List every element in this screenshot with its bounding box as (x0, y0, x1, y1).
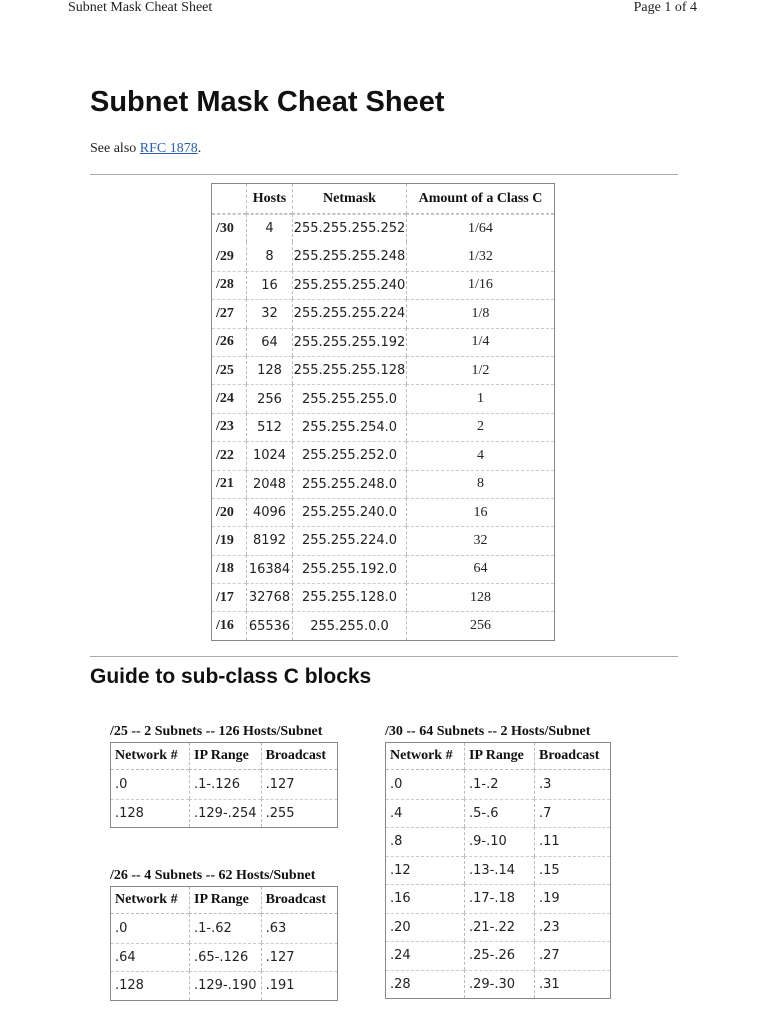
block-table (385, 742, 611, 999)
table-header-row (212, 184, 554, 214)
table-row (386, 770, 610, 799)
prefix-cell: /24 (212, 384, 246, 412)
broadcast-cell: .127 (261, 943, 337, 972)
table-row (386, 827, 610, 856)
block-table (110, 742, 338, 828)
netmask-cell: 255.255.255.248 (292, 242, 406, 270)
divider-middle (90, 656, 678, 657)
hosts-cell: 4096 (246, 498, 292, 526)
network-cell: .20 (386, 913, 464, 942)
broadcast-cell: .7 (534, 799, 610, 828)
network-cell: .0 (390, 776, 403, 792)
ip-range-cell: .9-.10 (464, 827, 534, 856)
table-row (212, 299, 554, 327)
prefix-cell: /23 (212, 413, 246, 441)
column-header-broadcast: Broadcast (261, 887, 337, 914)
amount-cell: 4 (406, 441, 554, 469)
block-slash-26 (110, 868, 338, 1001)
table-row (212, 271, 554, 299)
hosts-cell: 32768 (246, 583, 292, 611)
ip-range-cell: .65-.126 (189, 943, 261, 972)
amount-cell: 16 (406, 498, 554, 526)
header-page-indicator: Page 1 of 4 (633, 0, 697, 15)
hosts-cell: 512 (246, 413, 292, 441)
hosts-cell: 1024 (246, 441, 292, 469)
table-row (386, 884, 610, 913)
ip-range-cell: .13-.14 (464, 856, 534, 885)
column-header-amount: Amount of a Class C (406, 184, 554, 214)
header-doc-title: Subnet Mask Cheat Sheet (68, 0, 213, 15)
table-row (386, 799, 610, 828)
hosts-cell: 8 (246, 242, 292, 270)
ip-range-cell: .129-.190 (189, 971, 261, 1000)
amount-cell: 128 (406, 583, 554, 611)
broadcast-cell: .31 (534, 970, 610, 999)
netmask-cell: 255.255.255.128 (292, 356, 406, 384)
amount-cell: 64 (406, 555, 554, 583)
table-row (111, 914, 337, 943)
prefix-cell: /20 (212, 498, 246, 526)
ip-range-cell: .1-.2 (464, 770, 534, 799)
amount-cell: 1 (406, 384, 554, 412)
block-header-row (111, 887, 337, 914)
hosts-cell: 16 (246, 271, 292, 299)
network-cell: .8 (386, 827, 464, 856)
table-row (212, 526, 554, 554)
network-cell: .4 (386, 799, 464, 828)
block-caption: /30 -- 64 Subnets -- 2 Hosts/Subnet (385, 724, 591, 739)
column-header-network: Network # (111, 743, 189, 770)
netmask-cell: 255.255.255.240 (292, 271, 406, 299)
column-header-network: Network # (386, 743, 464, 770)
block-slash-25 (110, 724, 338, 828)
table-row (212, 611, 554, 639)
prefix-cell: /28 (212, 271, 246, 299)
block-slash-30 (385, 724, 611, 999)
print-header (0, 0, 768, 20)
netmask-cell: 255.255.240.0 (292, 498, 406, 526)
broadcast-cell: .15 (534, 856, 610, 885)
hosts-cell: 128 (246, 356, 292, 384)
block-table (110, 886, 338, 1001)
table-row (212, 583, 554, 611)
netmask-cell: 255.255.254.0 (292, 413, 406, 441)
ip-range-cell: .129-.254 (189, 799, 261, 828)
broadcast-cell: .191 (261, 971, 337, 1000)
table-row (212, 555, 554, 583)
table-row (212, 242, 554, 270)
hosts-cell: 8192 (246, 526, 292, 554)
netmask-cell: 255.255.0.0 (292, 611, 406, 639)
ip-range-cell: .25-.26 (464, 941, 534, 970)
ip-range-cell: .5-.6 (464, 799, 534, 828)
prefix-cell: /27 (212, 299, 246, 327)
prefix-cell: /30 (212, 214, 246, 242)
amount-cell: 1/4 (406, 328, 554, 356)
page-title: Subnet Mask Cheat Sheet (90, 86, 445, 118)
netmask-cell: 255.255.248.0 (292, 470, 406, 498)
network-cell: .128 (111, 971, 189, 1000)
rfc-1878-link[interactable]: RFC 1878 (139, 141, 198, 156)
table-row (212, 214, 554, 242)
block-caption: /25 -- 2 Subnets -- 126 Hosts/Subnet (110, 724, 323, 739)
netmask-cell: 255.255.128.0 (292, 583, 406, 611)
see-also-suffix: . (197, 141, 202, 156)
table-row (386, 970, 610, 999)
table-row (212, 384, 554, 412)
amount-cell: 1/8 (406, 299, 554, 327)
column-header-network: Network # (111, 887, 189, 914)
table-row (111, 943, 337, 972)
network-cell: .24 (386, 941, 464, 970)
broadcast-cell: .11 (534, 827, 610, 856)
hosts-cell: 2048 (246, 470, 292, 498)
netmask-cell: 255.255.255.252 (292, 214, 406, 242)
prefix-cell: /21 (212, 470, 246, 498)
netmask-cell: 255.255.192.0 (292, 555, 406, 583)
broadcast-cell: .127 (261, 770, 337, 799)
netmask-cell: 255.255.252.0 (292, 441, 406, 469)
hosts-cell: 65536 (246, 611, 292, 639)
column-header-hosts: Hosts (246, 184, 292, 214)
table-row (386, 856, 610, 885)
amount-cell: 256 (406, 611, 554, 639)
network-cell: .0 (115, 920, 128, 936)
amount-cell: 1/16 (406, 271, 554, 299)
column-header-prefix (212, 184, 246, 214)
prefix-cell: /19 (212, 526, 246, 554)
block-caption: /26 -- 4 Subnets -- 62 Hosts/Subnet (110, 868, 316, 883)
table-row (111, 971, 337, 1000)
block-header-row (111, 743, 337, 770)
broadcast-cell: .3 (534, 770, 610, 799)
network-cell: .64 (111, 943, 189, 972)
subnet-mask-table (211, 183, 555, 641)
divider-top (90, 174, 678, 175)
table-row (212, 498, 554, 526)
see-also-prefix: See also (90, 141, 140, 156)
prefix-cell: /29 (216, 248, 234, 264)
netmask-cell: 255.255.255.0 (292, 384, 406, 412)
column-header-broadcast: Broadcast (261, 743, 337, 770)
hosts-cell: 4 (246, 214, 292, 242)
prefix-cell: /26 (212, 328, 246, 356)
subnet-mask-table-body (212, 214, 554, 640)
column-header-broadcast: Broadcast (534, 743, 610, 770)
amount-cell: 2 (406, 413, 554, 441)
amount-cell: 1/2 (406, 356, 554, 384)
table-row (111, 799, 337, 828)
network-cell: .28 (386, 970, 464, 999)
broadcast-cell: .255 (261, 799, 337, 828)
prefix-cell: /25 (212, 356, 246, 384)
amount-cell: 1/32 (406, 242, 554, 270)
ip-range-cell: .1-.62 (189, 914, 261, 943)
ip-range-cell: .1-.126 (189, 770, 261, 799)
column-header-ip-range: IP Range (189, 887, 261, 914)
hosts-cell: 64 (246, 328, 292, 356)
ip-range-cell: .21-.22 (464, 913, 534, 942)
table-row (386, 941, 610, 970)
column-header-netmask: Netmask (292, 184, 406, 214)
network-cell: .16 (386, 884, 464, 913)
broadcast-cell: .63 (261, 914, 337, 943)
table-row (212, 470, 554, 498)
prefix-cell: /18 (212, 555, 246, 583)
prefix-cell: /16 (212, 611, 246, 639)
amount-cell: 32 (406, 526, 554, 554)
network-cell: .0 (115, 776, 128, 792)
column-header-ip-range: IP Range (464, 743, 534, 770)
broadcast-cell: .27 (534, 941, 610, 970)
prefix-cell: /17 (212, 583, 246, 611)
netmask-cell: 255.255.224.0 (292, 526, 406, 554)
network-cell: .12 (386, 856, 464, 885)
table-row (212, 413, 554, 441)
netmask-cell: 255.255.255.192 (292, 328, 406, 356)
network-cell: .128 (111, 799, 189, 828)
hosts-cell: 32 (246, 299, 292, 327)
hosts-cell: 16384 (246, 555, 292, 583)
broadcast-cell: .23 (534, 913, 610, 942)
see-also-line (90, 141, 201, 157)
amount-cell: 8 (406, 470, 554, 498)
block-header-row (386, 743, 610, 770)
ip-range-cell: .29-.30 (464, 970, 534, 999)
table-row (212, 328, 554, 356)
table-row (212, 356, 554, 384)
column-header-ip-range: IP Range (189, 743, 261, 770)
ip-range-cell: .17-.18 (464, 884, 534, 913)
broadcast-cell: .19 (534, 884, 610, 913)
prefix-cell: /22 (212, 441, 246, 469)
table-row (111, 770, 337, 799)
guide-title: Guide to sub-class C blocks (90, 665, 372, 688)
table-row (212, 441, 554, 469)
netmask-cell: 255.255.255.224 (292, 299, 406, 327)
amount-cell: 1/64 (406, 214, 554, 242)
hosts-cell: 256 (246, 384, 292, 412)
table-row (386, 913, 610, 942)
